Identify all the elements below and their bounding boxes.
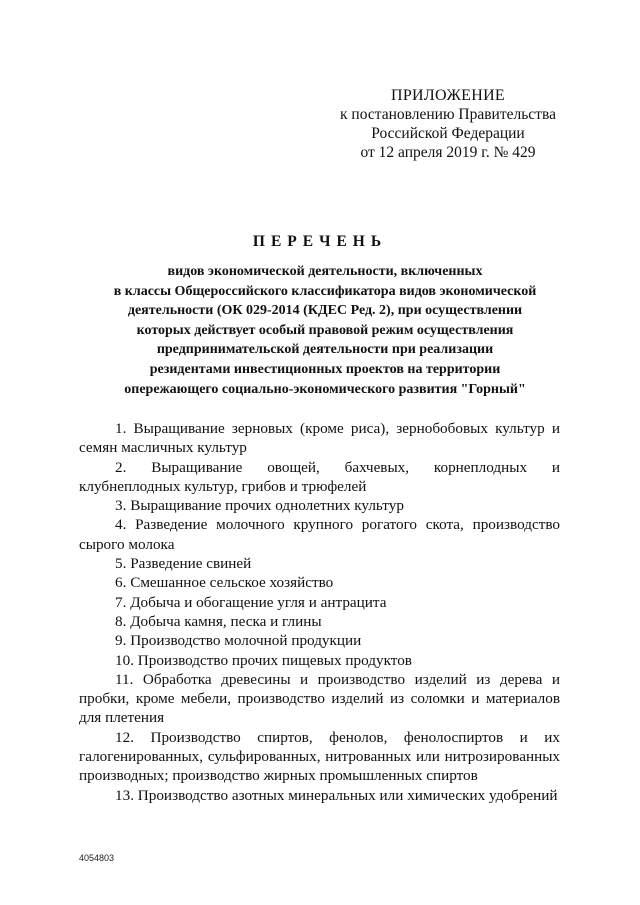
list-item: 7. Добыча и обогащение угля и антрацита xyxy=(115,593,387,611)
subtitle-line: которых действует особый правовой режим осуществления xyxy=(136,322,514,338)
list-item: 12. Производство спиртов, фенолов, фенолоспиртов и их галогенированных, сульфированных, нитрованных или нитрозированных производных; производство жирных промышленных спиртов xyxy=(79,728,560,785)
subtitle-line: резидентами инвестиционных проектов на территории xyxy=(149,361,501,377)
list-item: 4. Разведение молочного крупного рогатого скота, производство сырого молока xyxy=(79,516,560,553)
appendix-line-date-number: от 12 апреля 2019 г. № 429 xyxy=(360,144,536,161)
list-item: 13. Производство азотных минеральных или химических удобрений xyxy=(115,786,558,804)
appendix-heading: ПРИЛОЖЕНИЕ xyxy=(390,87,505,104)
list-item: 3. Выращивание прочих однолетних культур xyxy=(115,497,404,515)
subtitle-line: деятельности (ОК 029-2014 (КДЕС Ред. 2), при осуществлении xyxy=(127,303,523,319)
appendix-line-federation: Российской Федерации xyxy=(371,125,525,142)
subtitle-line: видов экономической деятельности, включенных xyxy=(167,264,483,279)
list-item: 6. Смешанное сельское хозяйство xyxy=(115,574,334,592)
appendix-line-resolution: к постановлению Правительства xyxy=(340,106,556,123)
appendix-block xyxy=(336,86,560,162)
activity-list xyxy=(79,419,560,805)
list-item: 1. Выращивание зерновых (кроме риса), зернобобовых культур и семян масличных культур xyxy=(79,420,560,457)
document-subtitle xyxy=(90,262,560,399)
list-item: 11. Обработка древесины и производство изделий из дерева и пробки, кроме мебели, производство изделий из соломки и материалов для плетения xyxy=(79,670,560,727)
subtitle-line: в классы Общероссийского классификатора видов экономической xyxy=(113,283,537,299)
list-item: 8. Добыча камня, песка и глины xyxy=(115,612,322,630)
list-item: 2. Выращивание овощей, бахчевых, корнеплодных и клубнеплодных культур, грибов и трюфелей xyxy=(79,458,560,495)
document-code: 4054803 xyxy=(79,853,115,863)
subtitle-line: опережающего социально-экономического развития "Горный" xyxy=(124,381,526,397)
document-title: ПЕРЕЧЕНЬ xyxy=(252,233,388,250)
list-item: 9. Производство молочной продукции xyxy=(115,632,362,650)
subtitle-line: предпринимательской деятельности при реализации xyxy=(156,342,494,358)
list-item: 5. Разведение свиней xyxy=(115,555,252,573)
list-item: 10. Производство прочих пищевых продуктов xyxy=(115,651,412,669)
